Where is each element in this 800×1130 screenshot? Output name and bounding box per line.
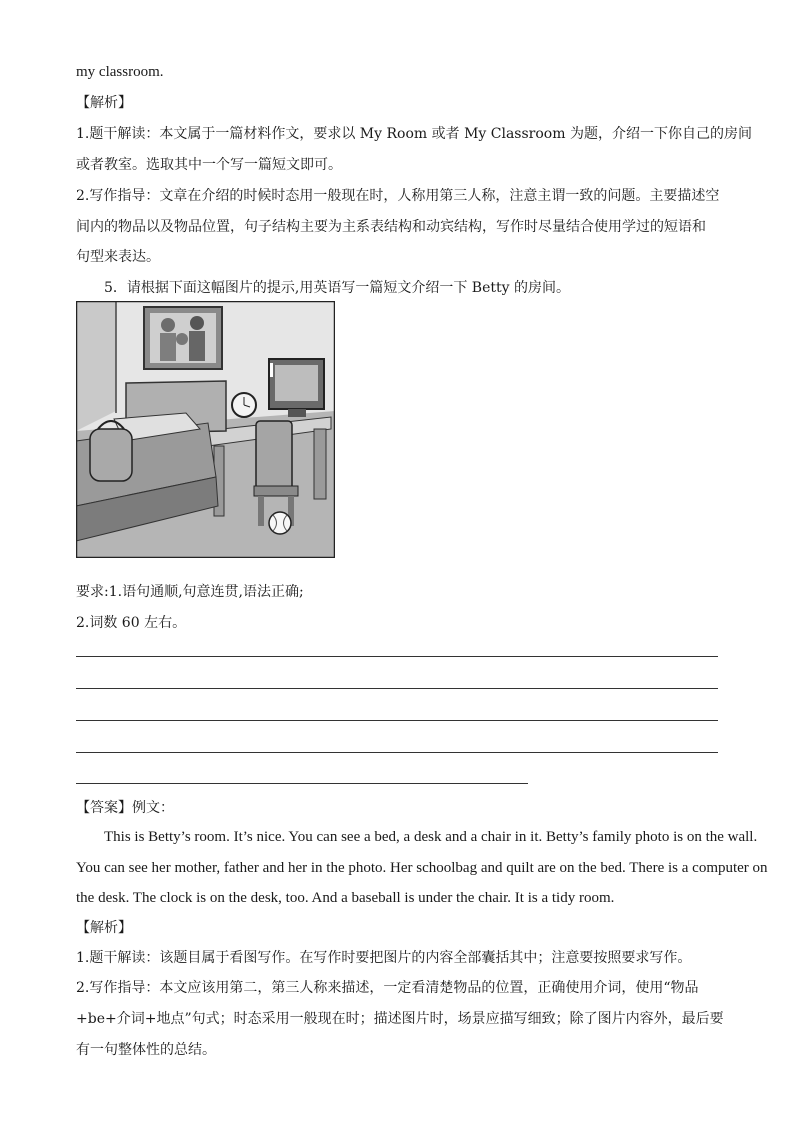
computer-monitor — [269, 359, 324, 417]
writing-line — [76, 688, 718, 689]
analysis-text: 间内的物品以及物品位置，句子结构主要为主系表结构和动宾结构，写作时尽量结合使用学过的短语和 — [76, 219, 706, 235]
requirement-1: 要求:1.语句通顺,句意连贯,语法正确; — [76, 584, 304, 600]
analysis-text: 2.写作指导：文章在介绍的时候时态用一般现在时，人称用第三人称，注意主谓一致的问题。主要描述空 — [76, 188, 720, 204]
analysis-header: 【解析】 — [76, 95, 132, 111]
requirement-2: 2.词数 60 左右。 — [76, 615, 187, 631]
analysis-text: 1.题干解读：本文属于一篇材料作文，要求以 My Room 或者 My Classroom 为题，介绍一下你自己的房间 — [76, 126, 752, 142]
answer-text: You can see her mother, father and her in the photo. Her schoolbag and quilt are on the bed. There is a computer on — [76, 860, 768, 876]
writing-line — [76, 720, 718, 721]
alarm-clock — [232, 393, 256, 417]
writing-line — [76, 752, 718, 753]
family-photo — [144, 307, 222, 369]
betty-room-illustration — [76, 301, 335, 558]
baseball — [269, 512, 291, 534]
question-prompt: 5．请根据下面这幅图片的提示,用英语写一篇短文介绍一下 Betty 的房间。 — [104, 280, 570, 296]
continuation-text: my classroom. — [76, 64, 164, 80]
analysis-text: 有一句整体性的总结。 — [76, 1042, 216, 1058]
analysis-text: 或者教室。选取其中一个写一篇短文即可。 — [76, 157, 342, 173]
analysis-text: +be+介词+地点”句式；时态采用一般现在时；描述图片时，场景应描写细致；除了图片内容外，最后要 — [76, 1011, 724, 1027]
analysis-text: 1.题干解读：该题目属于看图写作。在写作时要把图片的内容全部囊括其中；注意要按照要求写作。 — [76, 950, 692, 966]
answer-text: This is Betty’s room. It’s nice. You can see a bed, a desk and a chair in it. Betty’s family photo is on the wall. — [104, 829, 758, 845]
analysis-text: 2.写作指导：本文应该用第二，第三人称来描述，一定看清楚物品的位置，正确使用介词，使用“物品 — [76, 980, 699, 996]
schoolbag — [90, 421, 132, 481]
answer-header: 【答案】例文： — [76, 800, 174, 816]
writing-line — [76, 656, 718, 657]
answer-text: the desk. The clock is on the desk, too. And a baseball is under the chair. It is a tidy room. — [76, 890, 615, 906]
analysis-header: 【解析】 — [76, 920, 132, 936]
analysis-text: 句型来表达。 — [76, 249, 160, 265]
writing-line — [76, 783, 528, 784]
